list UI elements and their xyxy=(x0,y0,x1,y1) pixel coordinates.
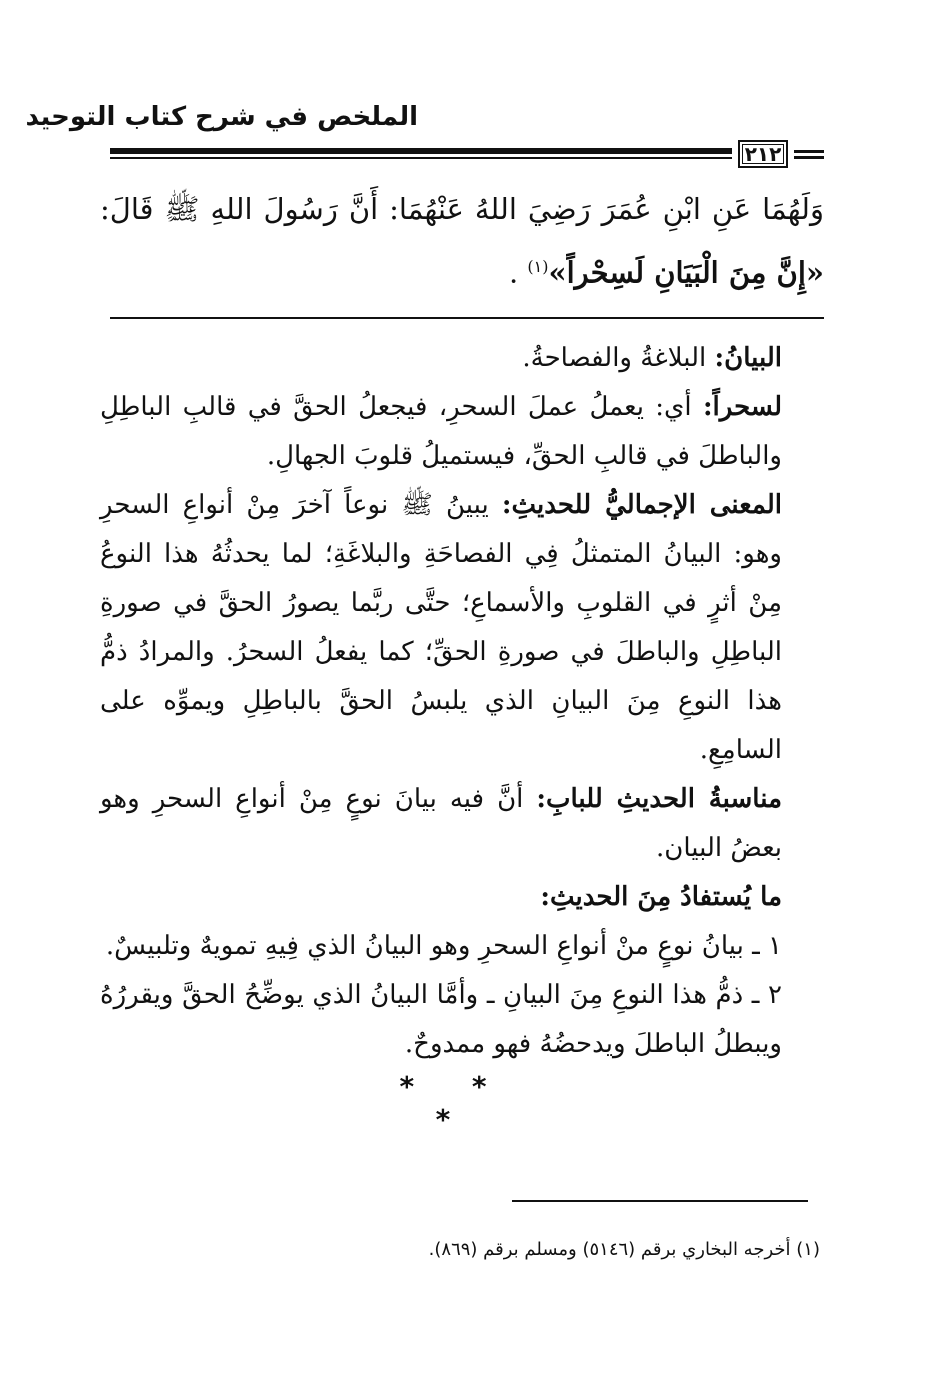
footnote-reference: (١) xyxy=(527,257,549,276)
general-meaning xyxy=(100,481,820,775)
sihran-term: لسحراً: xyxy=(702,392,783,422)
page-number-rule xyxy=(794,150,824,160)
sihran-text: أي: يعملُ عملَ السحرِ، فيجعلُ الحقَّ في قالبِ الباطِلِ والباطلَ في قالبِ الحقِّ، فيستميلُ قلوبَ الجهالِ. xyxy=(100,392,782,471)
bayan-text: البلاغةُ والفصاحةُ. xyxy=(522,343,707,373)
header-rule-thin xyxy=(110,157,732,159)
benefits-heading: ما يُستفادُ مِنَ الحديثِ: xyxy=(540,882,782,912)
chapter-relevance-term: مناسبةُ الحديثِ للبابِ: xyxy=(536,784,782,814)
footnote-number: (١) xyxy=(796,1239,820,1260)
page-number: ٢١٢ xyxy=(738,140,788,168)
benefit-item: ١ ـ بيانُ نوعٍ منْ أنواعِ السحرِ وهو البيانُ الذي فِيهِ تمويهٌ وتلبيسٌ. xyxy=(105,931,782,961)
hadith-end: . xyxy=(508,255,519,290)
footnote-text: أخرجه البخاري برقم (٥١٤٦) ومسلم برقم (٨٦٩). xyxy=(428,1239,791,1260)
chapter-relevance xyxy=(100,775,820,873)
hadith-quote: «إِنَّ مِنَ الْبَيَانِ لَسِحْراً» xyxy=(548,255,824,290)
running-title: الملخص في شرح كتاب التوحيد xyxy=(25,102,418,132)
chapter-relevance-text: أنَّ فيه بيانَ نوعٍ مِنْ أنواعِ السحرِ وهو بعضُ البيان. xyxy=(100,784,782,863)
commentary xyxy=(100,334,820,1069)
general-meaning-text: يبينُ ﷺ نوعاً آخرَ مِنْ أنواعِ السحرِ وهو: البيانُ المتمثلُ فِي الفصاحَةِ والبلاغَةِ؛ لما يحدثُهُ هذا النوعُ مِنْ أثرٍ في القلوبِ والأسماعِ؛ حتَّى ربَّما يصورُ الحقَّ في صورةِ الباطِلِ والباطلَ في صورةِ الحقِّ؛ كما يفعلُ السحرُ. والمرادُ ذمُّ هذا النوعِ مِنَ البيانِ الذي يلبسُ الحقَّ بالباطِلِ ويموِّه على السامِعِ. xyxy=(100,490,782,765)
bayan-term: البيانُ: xyxy=(714,343,782,373)
sihran-definition xyxy=(100,383,820,481)
running-header xyxy=(25,98,828,142)
footnote xyxy=(300,1236,820,1264)
benefit-item: ٢ ـ ذمُّ هذا النوعِ مِنَ البيانِ ـ وأمَّا البيانُ الذي يوضِّحُ الحقَّ ويقررُهُ ويبطلُ الباطلَ ويدحضُهُ فهو ممدوحٌ. xyxy=(100,980,782,1059)
bayan-definition xyxy=(100,334,820,383)
section-divider-asterisks: * * * xyxy=(399,1070,511,1136)
footnote-rule xyxy=(512,1200,808,1202)
general-meaning-term: المعنى الإجماليُّ للحديثِ: xyxy=(501,490,782,520)
header-rule xyxy=(110,146,732,162)
section-separator xyxy=(110,317,824,319)
hadith-intro: وَلَهُمَا عَنِ ابْنِ عُمَرَ رَضِيَ اللهُ عَنْهُمَا: أَنَّ رَسُولَ اللهِ ﷺ قَالَ: xyxy=(100,192,824,226)
hadith-text xyxy=(100,180,824,302)
header-rule-thick xyxy=(110,148,732,154)
